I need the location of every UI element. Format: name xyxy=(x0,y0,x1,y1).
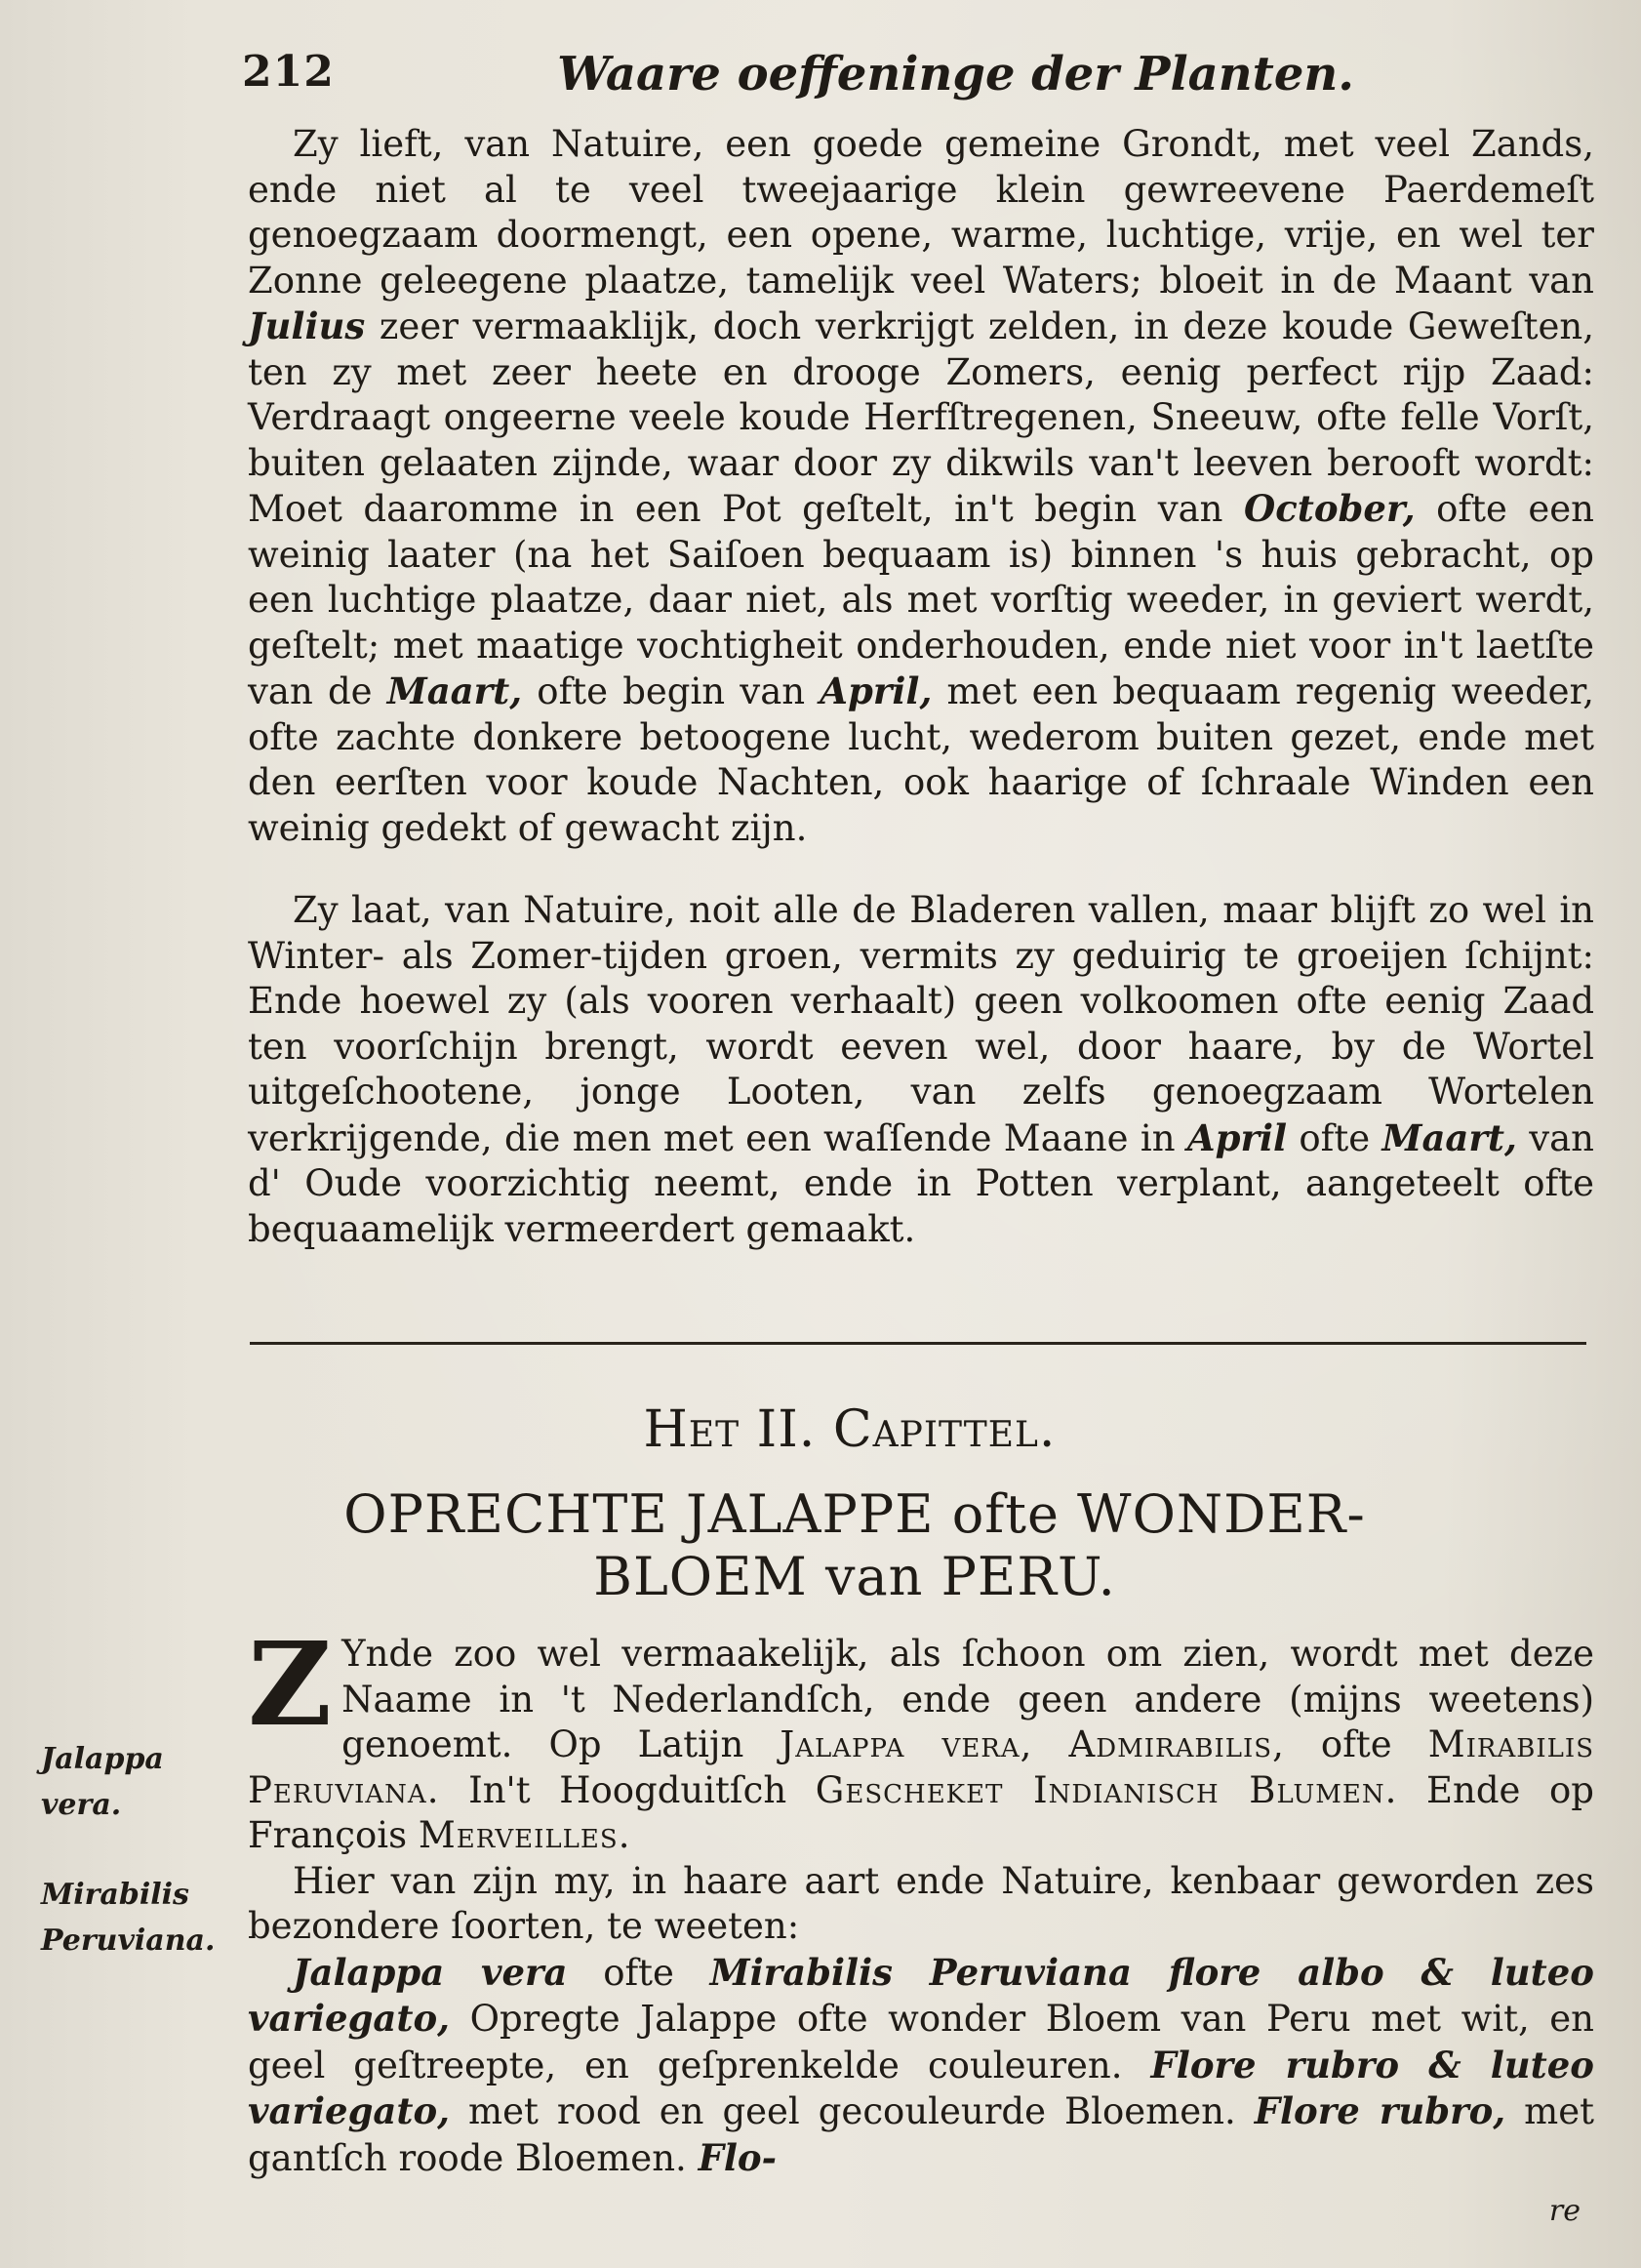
paragraph-3: Hier van zijn my, in haare aart ende Natuire, kenbaar geworden zes bezondere ſoorten, te weeten: xyxy=(248,1859,1594,1947)
species-list xyxy=(248,1950,1594,2182)
text-span: Opregte Jalappe ofte wonder Bloem van Peru met wit, en geel geſtreepte, en geſprenkelde couleuren. xyxy=(248,1998,1594,2086)
text-span xyxy=(1032,1723,1068,1765)
italic-term: April xyxy=(1186,1115,1288,1159)
margin-note-mirabilis: Mirabilis Peruviana. xyxy=(41,1878,216,1958)
text-span: met rood en geel gecouleurde Bloemen. xyxy=(450,2090,1255,2132)
chapter-title xyxy=(0,1483,1641,1608)
latin-name: Admirabilis, xyxy=(1068,1723,1285,1765)
italic-term: Jalappa vera xyxy=(293,1950,568,1994)
italic-term: Flo- xyxy=(698,2135,777,2179)
german-name: Gescheket Indianisch Blumen. xyxy=(815,1768,1398,1811)
text-span: Zy laat, van Natuire, noit alle de Bladeren vallen, maar blijft zo wel in Winter- als Zomer-tijden groen, vermits zy geduirig te groeijen ſchijnt: Ende hoewel zy (als vooren verhaalt) geen volkoomen ofte eenig Zaad ten voorſchijn brengt, wordt eeven wel, door haare, by de Wortel uitgeſchootene, jonge Looten, van zelfs genoegzaam Wortelen verkrijgende, die men met een waſſende Maane in xyxy=(248,889,1594,1159)
latin-name: Jalappa vera, xyxy=(780,1723,1033,1765)
italic-term: Flore rubro & luteo variegato, xyxy=(248,2043,1594,2132)
margin-notes xyxy=(41,1737,236,1964)
page-number: 212 xyxy=(242,47,335,97)
text-span: ofte een weinig laater (na het Saiſoen bequaam is) binnen 's huis gebracht, op een luchtige plaatze, daar niet, als met vorſtig weeder, in geviert werdt, geſtelt; met maatige vochtigheit onderhouden, ende niet voor in't laetſte van de xyxy=(248,488,1594,712)
drop-cap: Z xyxy=(248,1616,333,1752)
text-span: van d' Oude voorzichtig neemt, ende in Potten verplant, aangeteelt ofte bequaamelijk vermeerdert gemaakt. xyxy=(248,1116,1594,1250)
text-span: ofte xyxy=(1284,1723,1428,1765)
text-span: ofte xyxy=(1287,1116,1382,1159)
latin-name: Mirabilis Peruviana. xyxy=(248,1723,1595,1811)
text-span: ofte xyxy=(567,1951,710,1994)
text-span: Ende op François xyxy=(248,1768,1594,1856)
italic-term: April, xyxy=(820,669,933,712)
chapter-heading: Het II. Capittel. xyxy=(643,1400,1057,1459)
paragraph-2 xyxy=(248,888,1594,1252)
text-span: met gantſch roode Bloemen. xyxy=(248,2090,1594,2179)
text-span: zeer vermaaklijk, doch verkrijgt zelden, in deze koude Geweſten, ten zy met zeer heete en drooge Zomers, eenig perfect rijp Zaad: Verdraagt ongeerne veele koude Herfſtregenen, Sneeuw, ofte felle Vorſt, buiten gelaaten zijnde, waar door zy dikwils van't leeven berooft wordt: Moet daaromme in een Pot geſtelt, in't begin van xyxy=(248,305,1594,530)
text-span: met een bequaam regenig weeder, ofte zachte donkere betoogene lucht, wederom buiten gezet, ende met den eerſten voor koude Nachten, ook haarige of ſchraale Winden een weinig gedekt of gewacht zijn. xyxy=(248,670,1594,849)
french-name: Merveilles. xyxy=(418,1814,631,1856)
running-head: Waare oeffeninge der Planten. xyxy=(557,47,1354,101)
margin-note-jalappa: Jalappa vera. xyxy=(41,1742,164,1822)
chapter-body xyxy=(248,1616,1595,2181)
chapter-title-line-1: OPRECHTE JALAPPE ofte WONDER- xyxy=(343,1483,1366,1545)
italic-term: Maart, xyxy=(1381,1115,1517,1159)
italic-term: October, xyxy=(1244,487,1416,530)
italic-term: Julius xyxy=(248,304,366,347)
italic-term: Flore rubro, xyxy=(1254,2089,1506,2132)
intro-paragraph xyxy=(248,1616,1595,1859)
text-span: Ynde zoo wel vermaakelijk, als ſchoon om zien, wordt met deze Naame in 't Nederlandſch, ende geen andere (mijns weetens) genoemt. Op Latijn xyxy=(341,1633,1594,1765)
italic-term: Maart, xyxy=(386,669,523,712)
italic-term: Mirabilis Peruviana flore albo & luteo variegato, xyxy=(248,1950,1594,2040)
catchword: re xyxy=(1548,2194,1581,2228)
page-header xyxy=(242,47,1354,115)
chapter-title-line-2: BLOEM van PERU. xyxy=(593,1546,1116,1607)
section-divider xyxy=(250,1342,1586,1345)
paragraph-1 xyxy=(248,122,1594,851)
text-span: ofte begin van xyxy=(522,670,820,712)
text-span: In't Hoogduitſch xyxy=(439,1768,816,1811)
text-span: Zy lieft, van Natuire, een goede gemeine Grondt, met veel Zands, ende niet al te veel tweejaarige klein gewreevene Paerdemeſt genoegzaam doormengt, een opene, warme, luchtige, vrije, en wel ter Zonne geleegene plaatze, tamelijk veel Waters; bloeit in de Maant van xyxy=(248,123,1594,302)
